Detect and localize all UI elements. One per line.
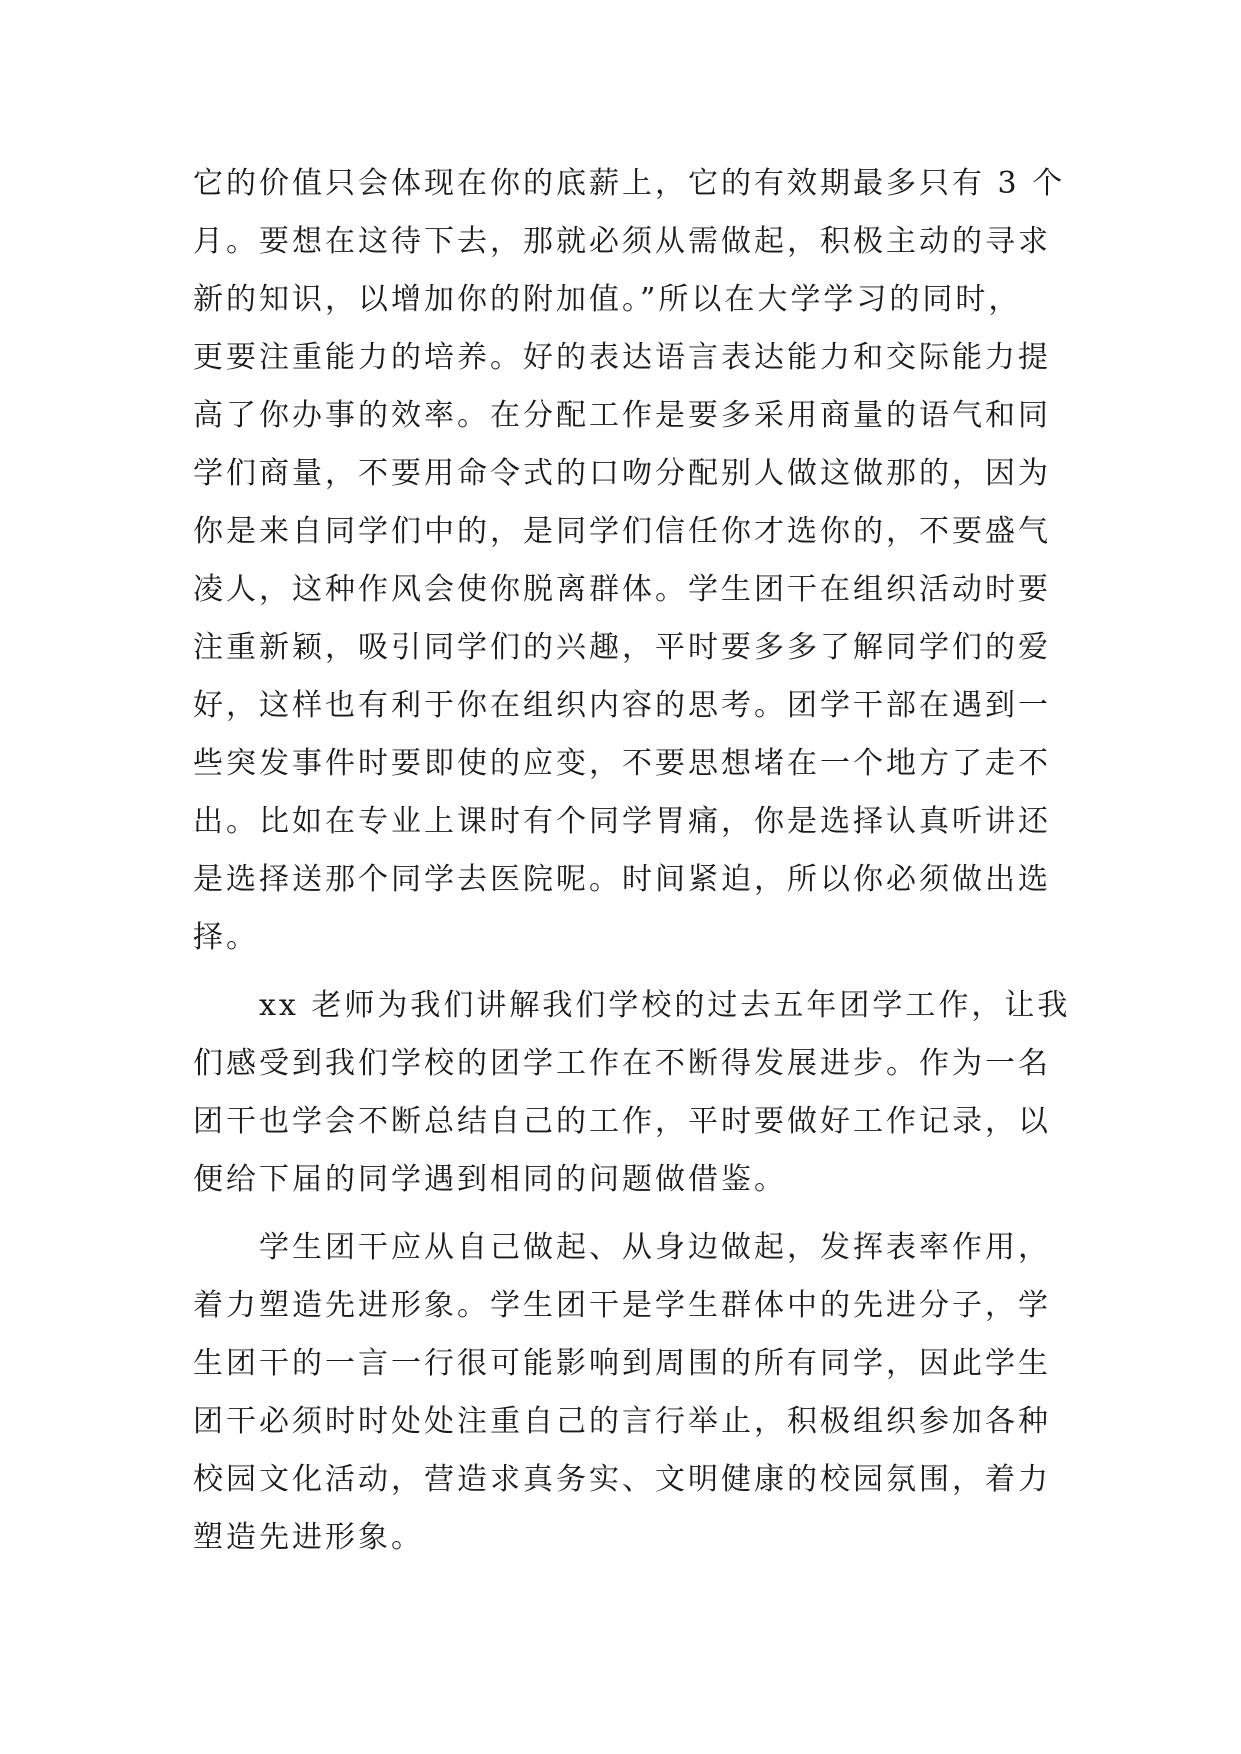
- text-line: 择。: [193, 920, 259, 955]
- paragraph-1: [193, 155, 1066, 967]
- text-line: 团干必须时时处处注重自己的言行举止，积极组织参加各种: [193, 1404, 1051, 1439]
- text-line: 些突发事件时要即使的应变，不要思想堵在一个地方了走不: [193, 746, 1051, 781]
- text-line: 你是来自同学们中的，是同学们信任你才选你的，不要盛气: [193, 514, 1051, 549]
- document-body: [193, 155, 1071, 1567]
- text-line: 好，这样也有利于你在组织内容的思考。团学干部在遇到一: [193, 688, 1051, 723]
- text-line: 是选择送那个同学去医院呢。时间紧迫，所以你必须做出选: [193, 862, 1051, 897]
- text-line: 团干也学会不断总结自己的工作，平时要做好工作记录，以: [193, 1104, 1051, 1139]
- text-line: 塑造先进形象。: [193, 1520, 424, 1555]
- text-line: 更要注重能力的培养。好的表达语言表达能力和交际能力提: [193, 340, 1051, 375]
- text-line: 新的知识，以增加你的附加值。”所以在大学学习的同时，: [193, 282, 1022, 317]
- text-line: 注重新颖，吸引同学们的兴趣，平时要多多了解同学们的爱: [193, 630, 1051, 665]
- text-line: xx 老师为我们讲解我们学校的过去五年团学工作，让我: [193, 988, 1071, 1023]
- text-line: 学生团干应从自己做起、从身边做起，发挥表率作用，: [193, 1230, 1051, 1265]
- text-line: 学们商量，不要用命令式的口吻分配别人做这做那的，因为: [193, 456, 1051, 491]
- text-line: 便给下届的同学遇到相同的问题做借鉴。: [193, 1162, 787, 1197]
- text-line: 生团干的一言一行很可能影响到周围的所有同学，因此学生: [193, 1346, 1051, 1381]
- text-line: 出。比如在专业上课时有个同学胃痛，你是选择认真听讲还: [193, 804, 1051, 839]
- paragraph-2: [193, 977, 1071, 1209]
- text-line: 着力塑造先进形象。学生团干是学生群体中的先进分子，学: [193, 1288, 1051, 1323]
- text-line: 月。要想在这待下去，那就必须从需做起，积极主动的寻求: [193, 224, 1051, 259]
- text-line: 它的价值只会体现在你的底薪上，它的有效期最多只有 3 个: [193, 166, 1066, 201]
- text-line: 们感受到我们学校的团学工作在不断得发展进步。作为一名: [193, 1046, 1051, 1081]
- paragraph-3: [193, 1219, 1053, 1567]
- text-line: 校园文化活动，营造求真务实、文明健康的校园氛围，着力: [193, 1462, 1051, 1497]
- text-line: 凌人，这种作风会使你脱离群体。学生团干在组织活动时要: [193, 572, 1051, 607]
- text-line: 高了你办事的效率。在分配工作是要多采用商量的语气和同: [193, 398, 1051, 433]
